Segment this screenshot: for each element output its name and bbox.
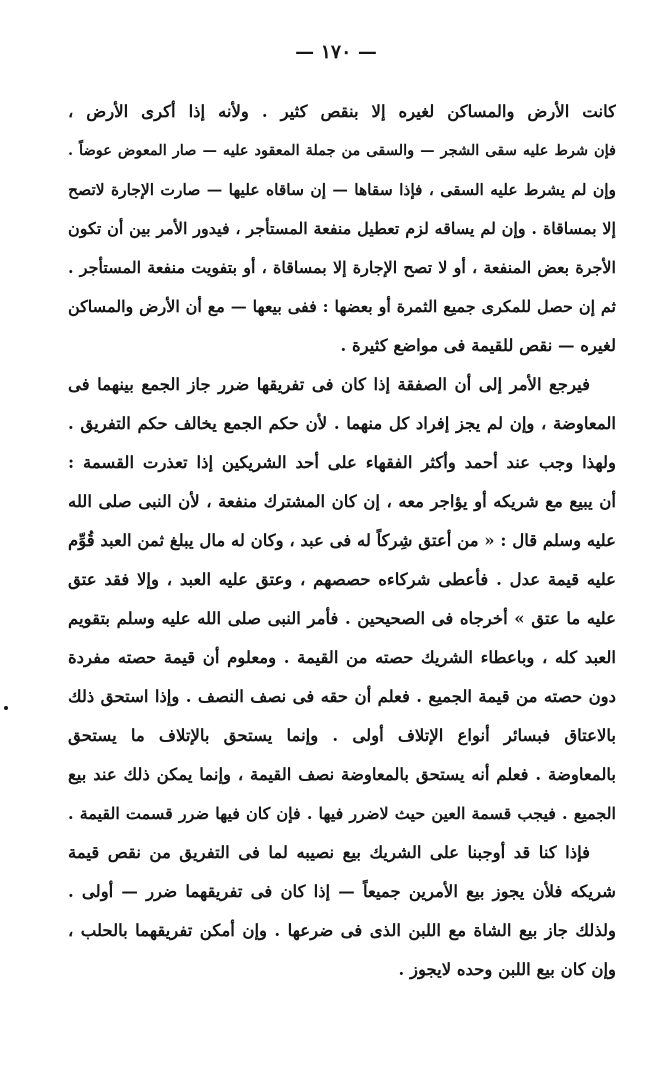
text-line: العبد كله ، وباعطاء الشريك حصته من القيمة . ومعلوم أن قيمة حصته مفردة	[68, 648, 616, 667]
text-line: عليه قيمة عدل . فأعطى شركاءه حصصهم ، وعتق عليه العبد ، وإلا فقد عتق	[68, 570, 616, 589]
text-line: ولذلك جاز بيع الشاة مع اللبن الذى فى ضرعها . وإن أمكن تفريقهما بالحلب ،	[68, 921, 616, 940]
text-body	[68, 92, 616, 989]
text-line: الأجرة بعض المنفعة ، أو لا تصح الإجارة إلا بمساقاة ، أو بتفويت منفعة المستأجر .	[68, 258, 616, 277]
text-line: ولهذا وجب عند أحمد وأكثر الفقهاء على أحد الشريكين إذا تعذرت القسمة :	[68, 453, 616, 472]
text-line: دون حصته من قيمة الجميع . فعلم أن حقه فى نصف النصف . وإذا استحق ذلك	[68, 687, 616, 706]
text-line: كانت الأرض والمساكن لغيره إلا بنقص كثير . ولأنه إذا أكرى الأرض ،	[68, 102, 616, 121]
text-line-paragraph-start: فإذا كنا قد أوجبنا على الشريك بيع نصيبه لما فى التفريق من نقص قيمة	[68, 843, 590, 862]
margin-dot	[4, 706, 8, 710]
text-line: بالمعاوضة . فعلم أنه يستحق بالمعاوضة نصف القيمة ، وإنما يمكن ذلك عند بيع	[68, 765, 616, 784]
text-line-paragraph-start: فيرجع الأمر إلى أن الصفقة إذا كان فى تفريقها ضرر جاز الجمع بينهما فى	[68, 375, 590, 394]
text-line: أن يبيع مع شريكه أو يؤاجر معه ، إن كان المشترك منفعة ، لأن النبى صلى الله	[68, 492, 616, 511]
text-line: ثم إن حصل للمكرى جميع الثمرة أو بعضها : ففى بيعها — مع أن الأرض والمساكن	[68, 297, 616, 316]
text-line-paragraph-end: وإن كان بيع اللبن وحده لايجوز .	[398, 960, 616, 979]
text-line: إلا بمساقاة . وإن لم يساقه لزم تعطيل منفعة المستأجر ، فيدور الأمر بين أن تكون	[68, 219, 616, 238]
text-line: شريكه فلأن يجوز بيع الأمرين جميعاً — إذا كان فى تفريقهما ضرر — أولى .	[68, 882, 616, 901]
text-line: عليه ما عتق » أخرجاه فى الصحيحين . فأمر النبى صلى الله عليه وسلم بتقويم	[68, 609, 616, 628]
text-line: فإن شرط عليه سقى الشجر — والسقى من جملة المعقود عليه — صار المعوض عوضاً .	[68, 142, 616, 159]
text-line: المعاوضة ، وإن لم يجز إفراد كل منهما . لأن حكم الجمع يخالف حكم التفريق .	[68, 414, 616, 433]
text-line: عليه وسلم قال : « من أعتق شِركاً له فى عبد ، وكان له مال يبلغ ثمن العبد قُوِّم	[68, 531, 616, 550]
text-line: بالاعتاق فبسائر أنواع الإتلاف أولى . وإنما يستحق بالإتلاف ما يستحق	[68, 726, 616, 745]
text-line-paragraph-end: لغيره — نقص للقيمة فى مواضع كثيرة .	[340, 336, 616, 355]
page-number: — ١٧٠ —	[295, 41, 377, 63]
text-line: وإن لم يشرط عليه السقى ، فإذا سقاها — إن ساقاه عليها — صارت الإجارة لاتصح	[68, 180, 616, 199]
text-line: الجميع . فيجب قسمة العين حيث لاضرر فيها . فإن كان فيها ضرر قسمت القيمة .	[68, 804, 616, 823]
